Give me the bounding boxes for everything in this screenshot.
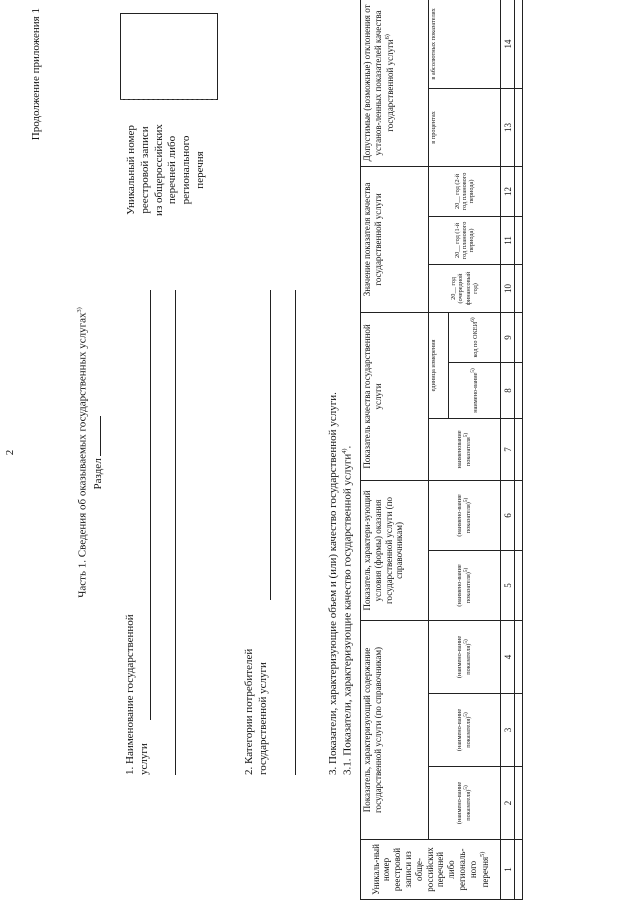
- subheader-col5: (наимено-вание показателя)$^{5)}$: [429, 550, 501, 620]
- column-number: 5: [501, 550, 515, 620]
- column-number: 7: [501, 418, 515, 480]
- column-number: 9: [501, 312, 515, 362]
- section-blank[interactable]: [100, 416, 101, 456]
- table-cell[interactable]: [515, 767, 523, 840]
- column-number: 13: [501, 88, 515, 166]
- header-conditions-indicator: Показатель, характери-зующий условия (формы) оказания государственной услуги (по справочникам): [361, 480, 429, 620]
- field1-line-1[interactable]: [150, 290, 151, 720]
- table-cell[interactable]: [515, 166, 523, 216]
- header-value: Значение показателя качества государственной услуги: [361, 166, 429, 312]
- table-cell[interactable]: [515, 264, 523, 312]
- table-cell[interactable]: [515, 418, 523, 480]
- subheader-year-1: 20__ год (очередной финансовый год): [429, 264, 501, 312]
- subheader-col3: (наимено-вание показателя)$^{5)}$: [429, 694, 501, 767]
- table-cell[interactable]: [515, 362, 523, 418]
- subheader-absolute: в абсолютных показателях: [429, 0, 501, 88]
- registry-label: Уникальный номер реестровой записи из общероссийских перечней либо регионального перечня: [125, 124, 206, 216]
- section-label: Раздел: [92, 0, 106, 905]
- table-cell[interactable]: [515, 620, 523, 693]
- table-cell[interactable]: [515, 216, 523, 264]
- subheader-col6: (наимено-вание показателя)$^{5)}$: [429, 480, 501, 550]
- table-cell[interactable]: [515, 840, 523, 900]
- subheader-year-2: 20__ год (1-й год планового периода): [429, 216, 501, 264]
- table-cell[interactable]: [515, 312, 523, 362]
- quality-indicators-table: [360, 0, 523, 900]
- registry-number-box[interactable]: [120, 13, 218, 100]
- header-content-indicator: Показатель, характеризующий содержание государственной услуги (по справочникам): [361, 620, 429, 839]
- subheader-col2: (наимено-вание показателя)$^{5)}$: [429, 767, 501, 840]
- header-unique-number: Уникаль-ный номер реестровой записи из обще-российских перечней либо региональ-ного перечня$^{5)}$: [361, 840, 501, 900]
- subheader-unit: единица измерения: [429, 312, 449, 418]
- table-cell[interactable]: [515, 0, 523, 88]
- part-title: Часть 1. Сведения об оказываемых государственных услугах$^{3)}$: [76, 307, 89, 598]
- table-header-row-1: [361, 0, 429, 900]
- field1-line-2[interactable]: [175, 290, 176, 775]
- column-number: 3: [501, 694, 515, 767]
- subheader-percent: в процентах: [429, 88, 501, 166]
- field1-label: 1. Наименование государственной услуги: [124, 614, 150, 775]
- field2-label: 2. Категории потребителей государственной услуги: [243, 648, 269, 775]
- table-cell[interactable]: [515, 550, 523, 620]
- column-number: 6: [501, 480, 515, 550]
- field2-line-2[interactable]: [295, 290, 296, 775]
- subheader-unit-name: наимено-вание$^{5)}$: [449, 362, 501, 418]
- subheader-quality-name: наименование показателя$^{5)}$: [429, 418, 501, 480]
- column-number: 1: [501, 840, 515, 900]
- table-cell[interactable]: [515, 694, 523, 767]
- subheader-col4: (наимено-вание показателя)$^{5)}$: [429, 620, 501, 693]
- table-header-row-2: [429, 0, 449, 900]
- subheader-year-3: 20__ год (2-й год планового периода): [429, 166, 501, 216]
- heading-3-1: 3.1. Показатели, характеризующие качество государственной услуги$^{4)}$.: [341, 445, 354, 775]
- field2-line-1[interactable]: [270, 290, 271, 600]
- heading-3: 3. Показатели, характеризующие объем и (или) качество государственной услуги.: [327, 392, 339, 775]
- column-number: 4: [501, 620, 515, 693]
- registry-box-dashed-edge: [120, 99, 216, 100]
- continuation-note: Продолжение приложения 1: [30, 8, 42, 141]
- subheader-okei-code: код по ОКЕИ$^{6)}$: [449, 312, 501, 362]
- table-cell[interactable]: [515, 88, 523, 166]
- table-number-row: [501, 0, 515, 900]
- column-number: 8: [501, 362, 515, 418]
- column-number: 10: [501, 264, 515, 312]
- column-number: 14: [501, 0, 515, 88]
- page-number: 2: [4, 449, 16, 456]
- column-number: 12: [501, 166, 515, 216]
- header-quality-indicator: Показатель качества государственной услуги: [361, 312, 429, 480]
- column-number: 2: [501, 767, 515, 840]
- column-number: 11: [501, 216, 515, 264]
- table-empty-row: [515, 0, 523, 900]
- table-cell[interactable]: [515, 480, 523, 550]
- header-deviation: Допустимые (возможные) отклонения от установ-ленных показателей качества государственной услуги$^{6)}$: [361, 0, 429, 166]
